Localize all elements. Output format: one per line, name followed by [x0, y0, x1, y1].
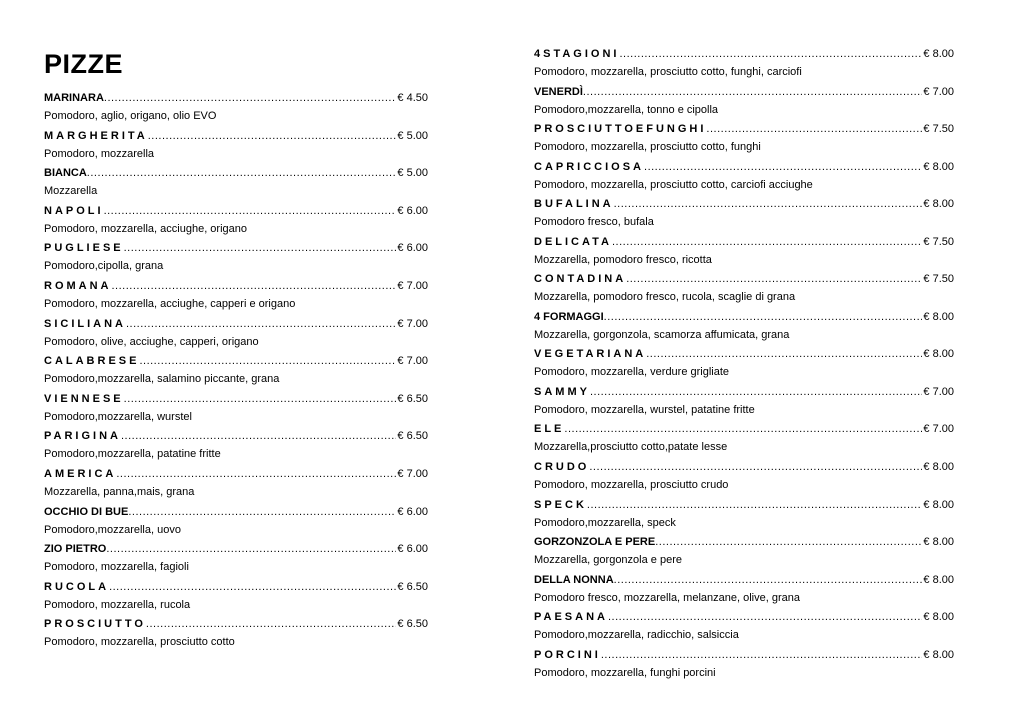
pizza-name: NAPOLI: [44, 204, 104, 217]
dot-leader: [612, 233, 922, 251]
pizza-name: PARIGINA: [44, 430, 121, 443]
menu-item-line: [534, 383, 954, 401]
dot-leader: [706, 120, 922, 138]
menu-item-line: [44, 202, 428, 220]
dot-leader: [126, 315, 396, 333]
dot-leader: [139, 352, 396, 370]
pizza-price: € 8.00: [923, 48, 954, 60]
menu-item: [534, 45, 954, 83]
dot-leader: [106, 540, 396, 558]
menu-item-line: [44, 578, 428, 596]
pizza-name: PROSCIUTTO: [44, 618, 146, 631]
pizza-price: € 6.50: [397, 392, 428, 405]
menu-item-line: [534, 83, 954, 101]
dot-leader: [619, 45, 922, 63]
pizza-ingredients: Pomodoro,mozzarella, patatine fritte: [44, 448, 221, 461]
pizza-name: SAMMY: [534, 385, 590, 398]
pizza-price: € 7.00: [397, 467, 428, 480]
menu-item: [534, 496, 954, 534]
pizza-ingredients: Pomodoro, aglio, origano, olio EVO: [44, 110, 217, 122]
pizza-ingredients: Pomodoro,mozzarella, uovo: [44, 523, 181, 536]
menu-item: [534, 83, 954, 121]
menu-item: [44, 390, 428, 428]
pizza-ingredients: Pomodoro, mozzarella, prosciutto crudo: [534, 479, 729, 492]
pizza-price: € 8.00: [923, 573, 954, 586]
pizza-price: € 5.00: [397, 129, 428, 142]
menu-item: [44, 127, 428, 165]
pizza-ingredients: Pomodoro, mozzarella, fagioli: [44, 561, 189, 574]
menu-item-line: [534, 270, 954, 288]
menu-item: [534, 533, 954, 571]
pizza-price: € 8.00: [923, 198, 954, 211]
menu-item: [534, 345, 954, 383]
pizza-ingredients: Pomodoro, mozzarella, verdure grigliate: [534, 366, 730, 379]
menu-item: [534, 270, 954, 308]
pizza-ingredients: Pomodoro, mozzarella, prosciutto cotto, carciofi acciughe: [534, 178, 813, 191]
pizza-ingredients: Pomodoro, mozzarella, prosciutto cotto: [44, 636, 235, 649]
pizza-ingredients: Pomodoro, mozzarella, acciughe, origano: [44, 222, 248, 235]
dot-leader: [646, 345, 922, 363]
pizza-name: PUGLIESE: [44, 242, 124, 255]
dot-leader: [128, 503, 396, 521]
pizza-name: VIENNESE: [44, 392, 124, 405]
menu-item-line: [44, 615, 428, 633]
menu-item-line: [44, 315, 428, 333]
pizza-name: PROSCIUTTOEFUNGHI: [534, 123, 707, 136]
pizza-price: € 7.00: [923, 423, 954, 436]
pizza-price: € 7.50: [923, 273, 954, 286]
menu-column-right: [534, 45, 954, 683]
pizza-name: MARGHERITA: [44, 129, 148, 142]
pizza-name: CAPRICCIOSA: [534, 160, 645, 173]
dot-leader: [112, 277, 397, 295]
pizza-ingredients: Mozzarella, panna,mais, grana: [44, 485, 195, 498]
menu-item: [534, 420, 954, 458]
menu-item: [44, 540, 428, 578]
dot-leader: [604, 308, 923, 326]
menu-item-line: [534, 646, 954, 664]
pizza-ingredients: Mozzarella: [44, 185, 98, 198]
pizza-name: ROMANA: [44, 279, 112, 292]
pizza-price: € 6.00: [397, 543, 428, 556]
pizza-ingredients: Pomodoro, mozzarella, wurstel, patatine fritte: [534, 403, 755, 416]
menu-item-line: [534, 608, 954, 626]
pizza-price: € 8.00: [923, 461, 954, 474]
dot-leader: [590, 383, 922, 401]
menu-item: [534, 308, 954, 346]
pizza-price: € 8.00: [923, 160, 954, 173]
dot-leader: [124, 390, 397, 408]
menu-item-line: [44, 465, 428, 483]
menu-item: [44, 427, 428, 465]
pizza-ingredients: Pomodoro,mozzarella, wurstel: [44, 410, 192, 423]
pizza-ingredients: Pomodoro, mozzarella, prosciutto cotto, funghi: [534, 141, 761, 154]
dot-leader: [146, 615, 396, 633]
pizza-price: € 5.00: [397, 167, 428, 180]
pizza-price: € 8.00: [923, 348, 954, 361]
pizza-price: € 7.00: [397, 355, 428, 368]
dot-leader: [644, 158, 922, 176]
pizza-ingredients: Pomodoro,mozzarella, salamino piccante, grana: [44, 373, 280, 386]
pizza-ingredients: Pomodoro,mozzarella, radicchio, salsiccia: [534, 629, 739, 642]
pizza-ingredients: Pomodoro, mozzarella, rucola: [44, 598, 191, 611]
dot-leader: [121, 427, 396, 445]
pizza-price: € 6.50: [397, 618, 428, 631]
pizza-price: € 6.00: [397, 242, 428, 255]
menu-item: [44, 277, 428, 315]
menu-item-line: [44, 164, 428, 182]
menu-item: [44, 465, 428, 503]
dot-leader: [608, 608, 922, 626]
pizza-price: € 6.50: [397, 580, 428, 593]
menu-item: [534, 383, 954, 421]
pizza-name: 4 FORMAGGI: [534, 310, 604, 323]
pizza-name: DELICATA: [534, 235, 612, 248]
pizza-price: € 7.00: [923, 385, 954, 398]
dot-leader: [589, 458, 922, 476]
menu-item: [44, 352, 428, 390]
pizza-name: CONTADINA: [534, 273, 627, 286]
pizza-price: € 8.00: [923, 536, 954, 549]
menu-item-line: [44, 503, 428, 521]
pizza-price: € 8.00: [923, 648, 954, 661]
dot-leader: [116, 465, 396, 483]
pizza-name: 4STAGIONI: [534, 48, 620, 60]
pizza-price: € 7.50: [923, 235, 954, 248]
menu-item-line: [534, 195, 954, 213]
pizza-ingredients: Mozzarella, gorgonzola, scamorza affumicata, grana: [534, 328, 790, 341]
pizza-price: € 7.00: [397, 279, 428, 292]
menu-item: [534, 195, 954, 233]
dot-leader: [614, 571, 923, 589]
dot-leader: [626, 270, 922, 288]
pizza-price: € 6.00: [397, 505, 428, 518]
menu-item-line: [44, 427, 428, 445]
dot-leader: [104, 89, 397, 107]
pizza-name: CALABRESE: [44, 355, 140, 368]
pizza-ingredients: Pomodoro,cipolla, grana: [44, 260, 164, 273]
menu-item-line: [534, 345, 954, 363]
pizza-name: PAESANA: [534, 611, 608, 624]
pizza-price: € 4.50: [397, 92, 428, 104]
menu-item-line: [534, 308, 954, 326]
menu-item: [44, 315, 428, 353]
pizza-ingredients: Pomodoro, mozzarella, funghi porcini: [534, 666, 716, 679]
pizza-name: MARINARA: [44, 92, 104, 104]
page-title: PIZZE: [44, 49, 124, 79]
dot-leader: [87, 164, 397, 182]
menu-column-left: [44, 89, 428, 653]
pizza-name: CRUDO: [534, 461, 590, 474]
pizza-ingredients: Mozzarella, pomodoro fresco, ricotta: [534, 253, 712, 266]
menu-item: [534, 571, 954, 609]
dot-leader: [148, 127, 397, 145]
dot-leader: [564, 420, 922, 438]
menu-item-line: [44, 127, 428, 145]
menu-item-line: [534, 45, 954, 63]
pizza-price: € 8.00: [923, 498, 954, 511]
menu-item-line: [534, 496, 954, 514]
dot-leader: [124, 239, 397, 257]
pizza-ingredients: Pomodoro, mozzarella, acciughe, capperi e origano: [44, 297, 296, 310]
pizza-price: € 8.00: [923, 310, 954, 323]
pizza-ingredients: Mozzarella, gorgonzola e pere: [534, 554, 682, 567]
pizza-price: € 7.00: [397, 317, 428, 330]
menu-item-line: [534, 571, 954, 589]
dot-leader: [104, 202, 397, 220]
menu-item-line: [534, 458, 954, 476]
pizza-name: PORCINI: [534, 648, 601, 661]
dot-leader: [601, 646, 923, 664]
dot-leader: [614, 195, 923, 213]
menu-item: [534, 120, 954, 158]
pizza-name: BUFALINA: [534, 198, 614, 211]
menu-item-line: [44, 89, 428, 107]
pizza-ingredients: Pomodoro fresco, bufala: [534, 216, 654, 229]
menu-item-line: [534, 120, 954, 138]
menu-item-line: [44, 277, 428, 295]
pizza-name: GORZONZOLA E PERE: [534, 536, 656, 549]
pizza-ingredients: Pomodoro, olive, acciughe, capperi, origano: [44, 335, 259, 348]
menu-item: [44, 89, 428, 127]
menu-item: [44, 615, 428, 653]
menu-item: [44, 578, 428, 616]
menu-item-line: [534, 533, 954, 551]
pizza-name: ZIO PIETRO: [44, 543, 107, 556]
pizza-price: € 6.50: [397, 430, 428, 443]
pizza-ingredients: Pomodoro,mozzarella, tonno e cipolla: [534, 103, 719, 116]
menu-item-line: [534, 158, 954, 176]
dot-leader: [583, 83, 923, 101]
pizza-name: ELE: [534, 423, 565, 436]
pizza-name: VENERDÌ: [534, 85, 583, 98]
dot-leader: [587, 496, 923, 514]
pizza-ingredients: Pomodoro fresco, mozzarella, melanzane, olive, grana: [534, 591, 800, 604]
menu-item-line: [534, 420, 954, 438]
dot-leader: [655, 533, 922, 551]
pizza-name: DELLA NONNA: [534, 573, 614, 586]
pizza-name: SPECK: [534, 498, 587, 511]
menu-item: [534, 458, 954, 496]
menu-item: [534, 158, 954, 196]
pizza-ingredients: Mozzarella, pomodoro fresco, rucola, scaglie di grana: [534, 291, 796, 304]
menu-item-line: [44, 239, 428, 257]
pizza-name: RUCOLA: [44, 580, 110, 593]
pizza-ingredients: Pomodoro, mozzarella, prosciutto cotto, funghi, carciofi: [534, 66, 802, 78]
menu-item-line: [44, 352, 428, 370]
pizza-price: € 7.00: [923, 85, 954, 98]
pizza-name: SICILIANA: [44, 317, 126, 330]
menu-item-line: [44, 540, 428, 558]
menu-item-line: [534, 233, 954, 251]
pizza-ingredients: Pomodoro, mozzarella: [44, 147, 155, 160]
pizza-price: € 6.00: [397, 204, 428, 217]
dot-leader: [109, 578, 396, 596]
menu-item: [534, 233, 954, 271]
pizza-ingredients: Mozzarella,prosciutto cotto,patate lesse: [534, 441, 728, 454]
pizza-ingredients: Pomodoro,mozzarella, speck: [534, 516, 676, 529]
menu-item: [44, 202, 428, 240]
menu-item: [534, 608, 954, 646]
pizza-price: € 7.50: [923, 123, 954, 136]
pizza-name: OCCHIO DI BUE: [44, 505, 129, 518]
menu-item: [44, 164, 428, 202]
pizza-name: AMERICA: [44, 467, 117, 480]
menu-item-line: [44, 390, 428, 408]
pizza-name: VEGETARIANA: [534, 348, 647, 361]
menu-item: [44, 239, 428, 277]
menu-item: [534, 646, 954, 684]
menu-item: [44, 503, 428, 541]
pizza-price: € 8.00: [923, 611, 954, 624]
pizza-name: BIANCA: [44, 167, 87, 180]
